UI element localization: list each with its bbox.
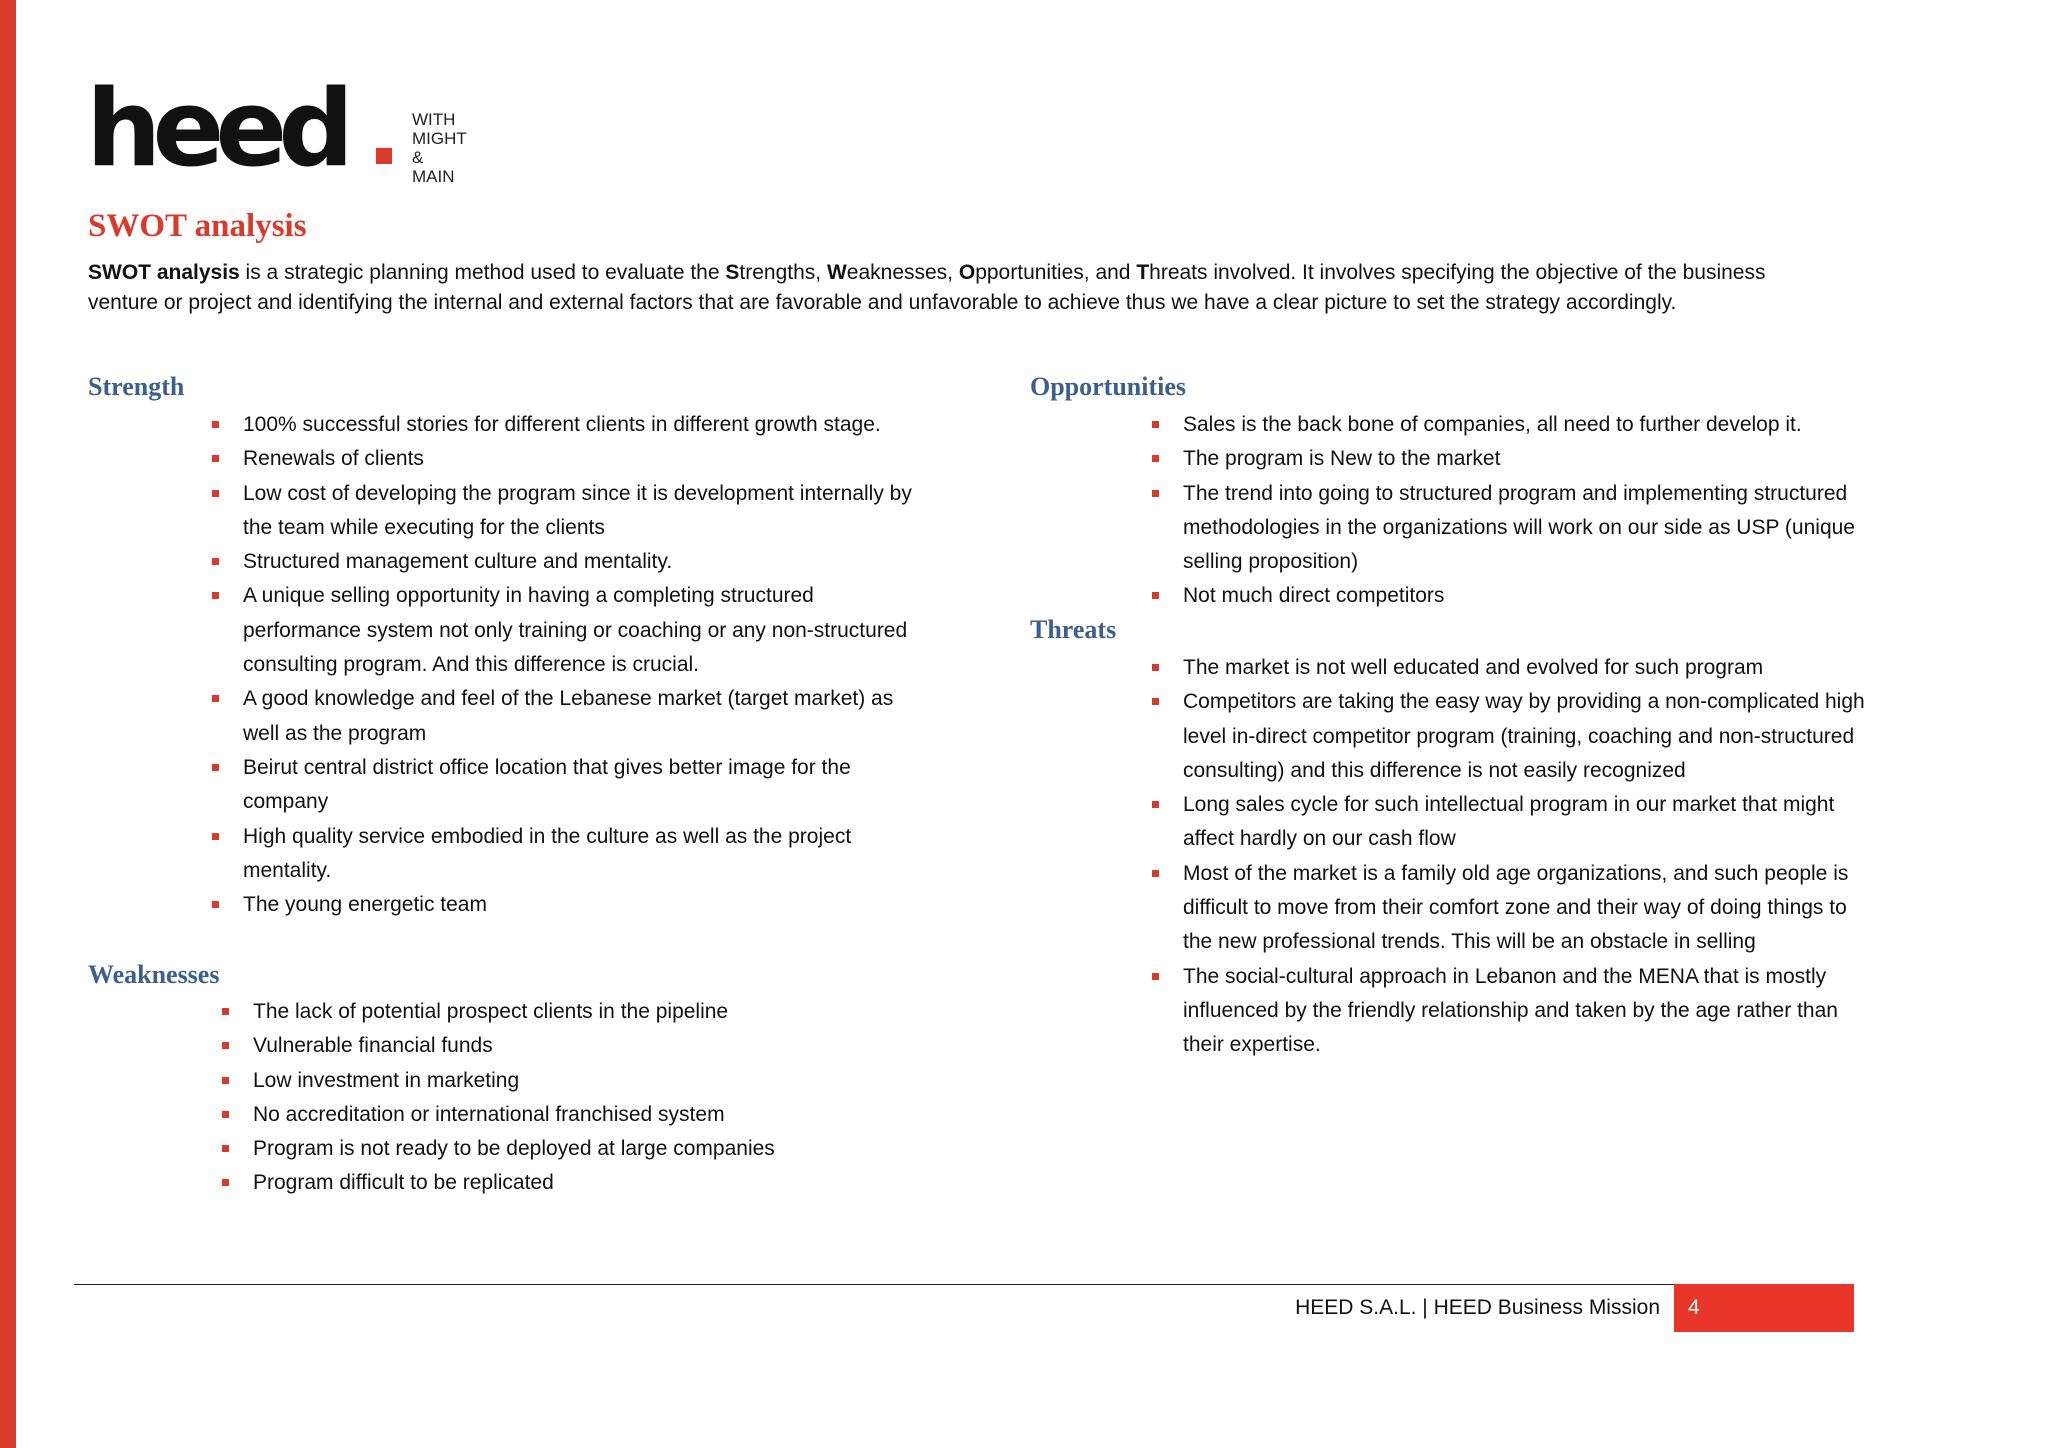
list-item: Beirut central district office location that gives better image for the company: [212, 751, 926, 820]
list-item: Structured management culture and mentality.: [212, 545, 926, 579]
intro-letter-o: O: [958, 261, 976, 284]
strength-heading: Strength: [88, 372, 185, 401]
weaknesses-heading: Weaknesses: [88, 960, 220, 989]
intro-text: hreats involved. It involves specifying the objective of the business venture or project and identifying the internal and external factors that are favorable and unfavorable to achieve thus we have a clear picture to set the strategy accordingly.: [88, 261, 1766, 314]
footer-divider: [74, 1284, 1674, 1285]
intro-bold-lead: SWOT analysis: [88, 261, 240, 284]
list-item: The young energetic team: [212, 888, 926, 922]
list-item: Low cost of developing the program since it is development internally by the team while executing for the clients: [212, 477, 926, 546]
footer-page-box: [1674, 1284, 1854, 1332]
list-item: The market is not well educated and evolved for such program: [1152, 651, 1872, 685]
opportunities-heading: Opportunities: [1030, 372, 1187, 401]
intro-text: trengths,: [739, 261, 827, 284]
list-item: A good knowledge and feel of the Lebanese market (target market) as well as the program: [212, 682, 926, 751]
list-item: Vulnerable financial funds: [222, 1029, 962, 1063]
list-item: Long sales cycle for such intellectual program in our market that might affect hardly on our cash flow: [1152, 788, 1872, 857]
list-item: The social-cultural approach in Lebanon and the MENA that is mostly influenced by the friendly relationship and taken by the age rather than their expertise.: [1152, 960, 1872, 1063]
intro-text: pportunities, and: [975, 261, 1137, 284]
list-item: A unique selling opportunity in having a completing structured performance system not only training or coaching or any non-structured consulting program. And this difference is crucial.: [212, 579, 926, 682]
list-item: Program is not ready to be deployed at large companies: [222, 1132, 962, 1166]
logo-wordmark: heed: [86, 67, 346, 190]
list-item: Sales is the back bone of companies, all need to further develop it.: [1152, 408, 1872, 442]
list-item: The trend into going to structured program and implementing structured methodologies in the organizations will work on our side as USP (unique selling proposition): [1152, 477, 1872, 580]
list-item: Renewals of clients: [212, 442, 926, 476]
list-item: The program is New to the market: [1152, 442, 1872, 476]
strength-list: [212, 408, 926, 922]
list-item: No accreditation or international franchised system: [222, 1098, 962, 1132]
logo-red-square: [376, 148, 392, 164]
footer-text: HEED S.A.L. | HEED Business Mission: [1295, 1296, 1660, 1319]
page-title: SWOT analysis: [88, 208, 307, 244]
intro-text: eaknesses,: [846, 261, 959, 284]
list-item: Most of the market is a family old age organizations, and such people is difficult to move from their comfort zone and their way of doing things to the new professional trends. This will be an obstacle in selling: [1152, 857, 1872, 960]
intro-paragraph: [88, 258, 1808, 318]
list-item: Program difficult to be replicated: [222, 1166, 962, 1200]
intro-letter-s: S: [725, 261, 740, 284]
threats-heading: Threats: [1030, 615, 1117, 644]
list-item: The lack of potential prospect clients in the pipeline: [222, 995, 962, 1029]
logo-tagline-line: WITH: [412, 110, 456, 129]
list-item: 100% successful stories for different clients in different growth stage.: [212, 408, 926, 442]
page-number: 4: [1688, 1296, 1700, 1319]
page-edge-bar: [0, 0, 16, 1448]
list-item: Competitors are taking the easy way by providing a non-complicated high level in-direct competitor program (training, coaching and non-structured consulting) and this difference is not easily recognized: [1152, 685, 1872, 788]
intro-text: is a strategic planning method used to evaluate the: [239, 261, 726, 284]
weaknesses-list: [222, 995, 962, 1201]
opportunities-list: [1152, 408, 1872, 614]
list-item: Low investment in marketing: [222, 1064, 962, 1098]
intro-letter-w: W: [826, 261, 847, 284]
threats-list: [1152, 651, 1872, 1063]
logo-tagline-line: & MAIN: [412, 148, 455, 186]
list-item: Not much direct competitors: [1152, 579, 1872, 613]
list-item: High quality service embodied in the culture as well as the project mentality.: [212, 820, 926, 889]
intro-letter-t: T: [1136, 261, 1150, 284]
logo-tagline-line: MIGHT: [412, 129, 467, 148]
logo-tagline: [412, 110, 467, 186]
